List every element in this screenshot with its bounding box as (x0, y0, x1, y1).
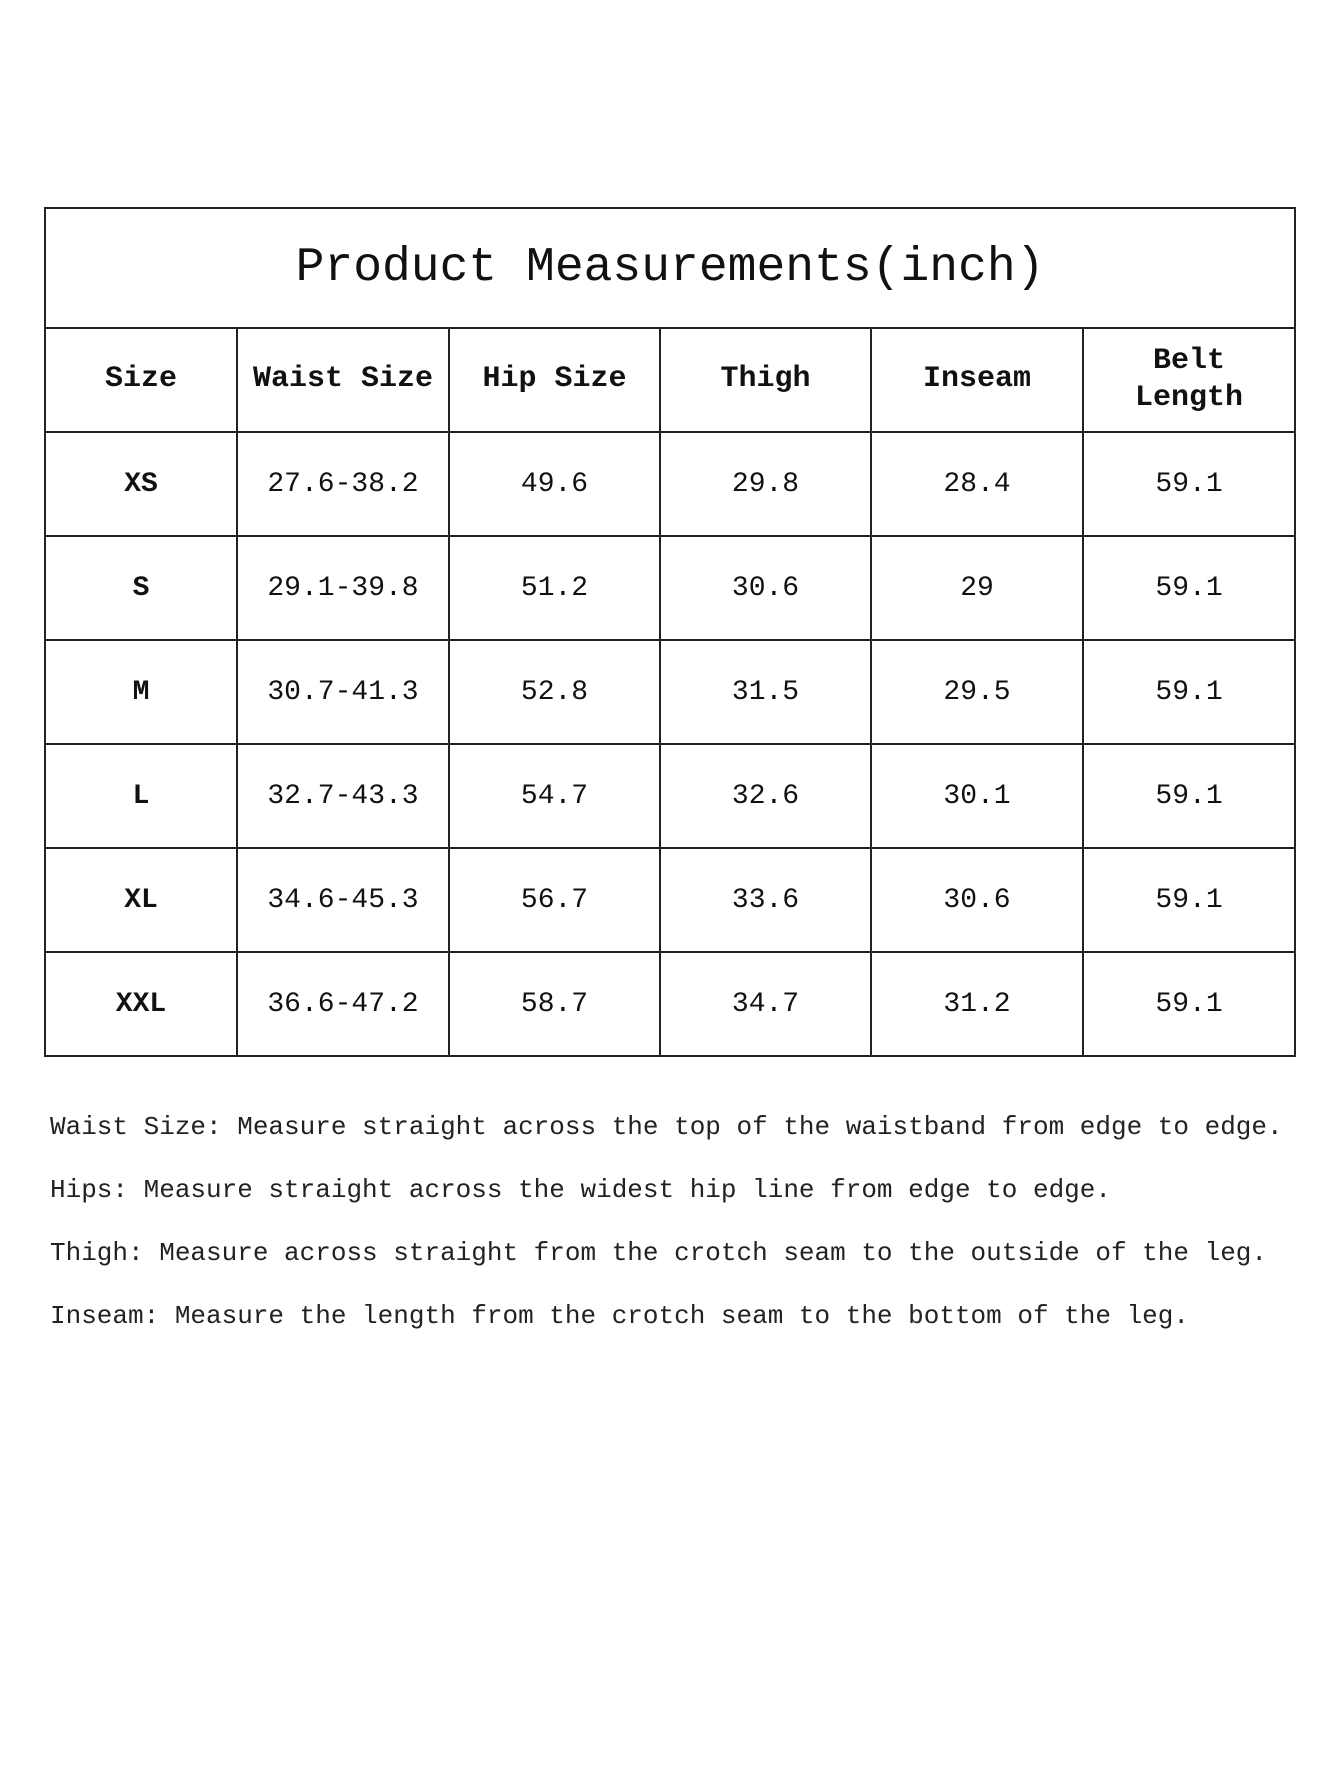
cell-waist-size: 36.6-47.2 (237, 952, 449, 1056)
cell-thigh: 30.6 (660, 536, 871, 640)
cell-waist-size: 30.7-41.3 (237, 640, 449, 744)
measurement-notes (50, 1108, 1283, 1360)
cell-inseam: 30.1 (871, 744, 1083, 848)
cell-inseam: 30.6 (871, 848, 1083, 952)
table-row (45, 640, 1295, 744)
header-row (45, 328, 1295, 432)
cell-inseam: 29 (871, 536, 1083, 640)
cell-waist-size: 34.6-45.3 (237, 848, 449, 952)
cell-size: M (45, 640, 237, 744)
cell-inseam: 31.2 (871, 952, 1083, 1056)
cell-belt-length: 59.1 (1083, 432, 1295, 536)
cell-belt-length: 59.1 (1083, 744, 1295, 848)
size-chart-table (44, 207, 1296, 1057)
note-thigh: Thigh: Measure across straight from the crotch seam to the outside of the leg. (50, 1238, 1267, 1268)
cell-hip-size: 49.6 (449, 432, 660, 536)
cell-size: S (45, 536, 237, 640)
cell-inseam: 29.5 (871, 640, 1083, 744)
cell-waist-size: 29.1-39.8 (237, 536, 449, 640)
table-row (45, 432, 1295, 536)
cell-hip-size: 52.8 (449, 640, 660, 744)
cell-inseam: 28.4 (871, 432, 1083, 536)
header-size: Size (45, 328, 237, 432)
table-row (45, 536, 1295, 640)
note-hips: Hips: Measure straight across the widest hip line from edge to edge. (50, 1175, 1111, 1205)
table-row (45, 952, 1295, 1056)
cell-waist-size: 27.6-38.2 (237, 432, 449, 536)
cell-hip-size: 54.7 (449, 744, 660, 848)
cell-belt-length: 59.1 (1083, 952, 1295, 1056)
cell-thigh: 31.5 (660, 640, 871, 744)
cell-size: XS (45, 432, 237, 536)
cell-belt-length: 59.1 (1083, 848, 1295, 952)
cell-belt-length: 59.1 (1083, 640, 1295, 744)
cell-thigh: 29.8 (660, 432, 871, 536)
cell-size: XL (45, 848, 237, 952)
cell-size: L (45, 744, 237, 848)
cell-thigh: 33.6 (660, 848, 871, 952)
table-row (45, 848, 1295, 952)
cell-thigh: 32.6 (660, 744, 871, 848)
note-inseam: Inseam: Measure the length from the crotch seam to the bottom of the leg. (50, 1301, 1189, 1331)
cell-thigh: 34.7 (660, 952, 871, 1056)
header-belt-length: Belt Length (1083, 328, 1295, 432)
header-hip-size: Hip Size (449, 328, 660, 432)
cell-waist-size: 32.7-43.3 (237, 744, 449, 848)
header-inseam: Inseam (871, 328, 1083, 432)
header-thigh: Thigh (660, 328, 871, 432)
table-row (45, 744, 1295, 848)
table-title: Product Measurements(inch) (45, 208, 1295, 328)
cell-hip-size: 56.7 (449, 848, 660, 952)
cell-hip-size: 51.2 (449, 536, 660, 640)
cell-size: XXL (45, 952, 237, 1056)
cell-hip-size: 58.7 (449, 952, 660, 1056)
header-waist-size: Waist Size (237, 328, 449, 432)
note-waist: Waist Size: Measure straight across the top of the waistband from edge to edge. (50, 1112, 1283, 1142)
cell-belt-length: 59.1 (1083, 536, 1295, 640)
